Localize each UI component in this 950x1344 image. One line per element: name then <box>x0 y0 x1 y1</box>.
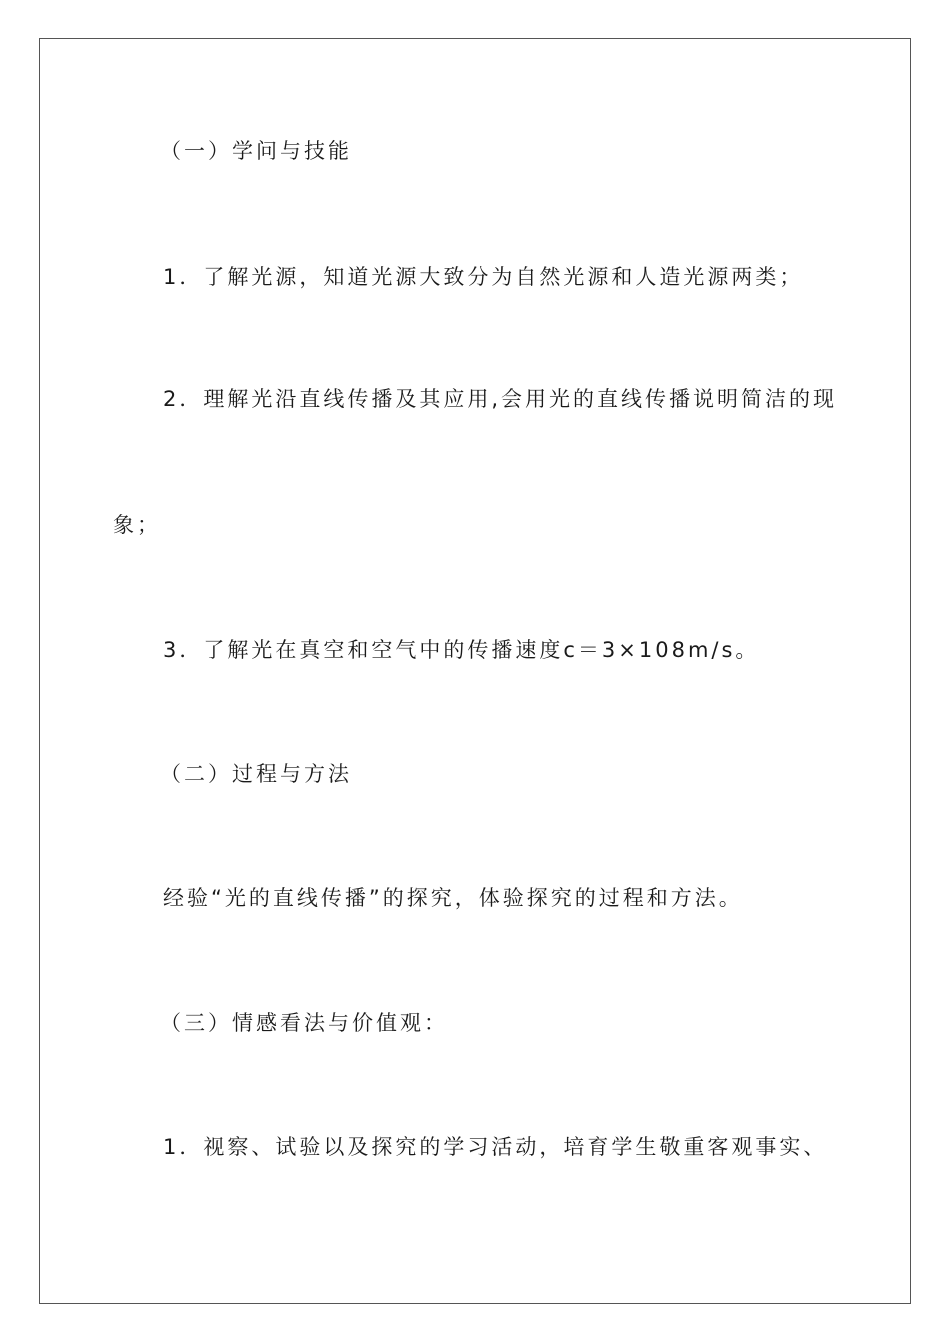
page-frame <box>39 38 911 1304</box>
paragraph-line: 2．理解光沿直线传播及其应用,会用光的直线传播说明简洁的现 <box>163 387 838 411</box>
paragraph-line: 3．了解光在真空和空气中的传播速度c＝3×108m/s。 <box>163 638 760 662</box>
section-heading-knowledge: （一）学问与技能 <box>160 139 352 163</box>
section-heading-attitude: （三）情感看法与价值观： <box>160 1011 448 1035</box>
paragraph-line: 1．视察、试验以及探究的学习活动，培育学生敬重客观事实、 <box>163 1135 828 1159</box>
paragraph-line: 1．了解光源，知道光源大致分为自然光源和人造光源两类； <box>163 265 804 289</box>
paragraph-line: 象； <box>113 513 161 537</box>
paragraph-line: 经验“光的直线传播”的探究，体验探究的过程和方法。 <box>163 886 743 910</box>
section-heading-process: （二）过程与方法 <box>160 762 352 786</box>
